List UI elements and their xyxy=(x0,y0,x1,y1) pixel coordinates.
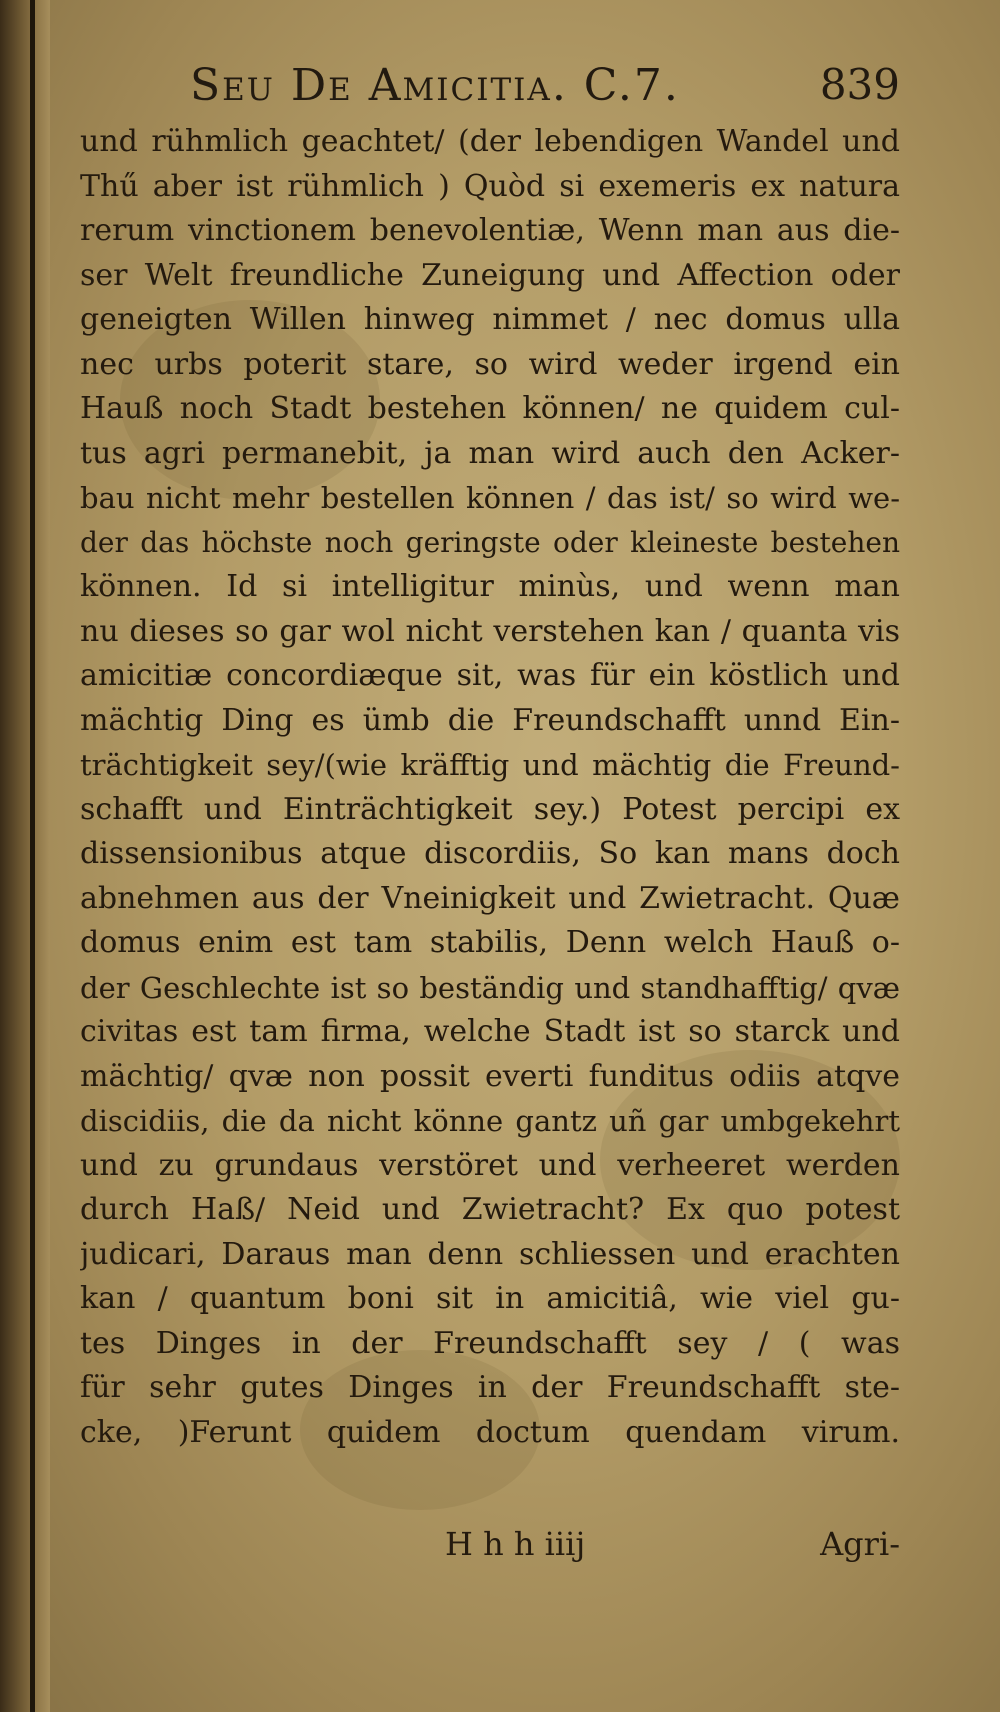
page-footer xyxy=(80,1525,900,1575)
text-line: domus enim est tam stabilis, Denn welch Hauß o- xyxy=(80,925,900,960)
text-line: und zu grundaus verstöret und verheeret werden xyxy=(80,1147,900,1183)
page-number: 839 xyxy=(819,60,900,109)
text-line: amicitiæ concordiæque sit, was für ein köstlich und xyxy=(80,658,900,693)
text-line: civitas est tam firma, welche Stadt ist so starck und xyxy=(80,1014,900,1049)
text-line: können. Id si intelligitur minùs, und wenn man xyxy=(80,569,900,604)
text-line: ser Welt freundliche Zuneigung und Affection oder xyxy=(80,257,900,293)
text-line: durch Haß/ Neid und Zwietracht? Ex quo potest xyxy=(80,1192,900,1227)
text-line: rerum vinctionem benevolentiæ, Wenn man aus die- xyxy=(80,213,900,248)
text-line: mächtig/ qvæ non possit everti funditus odiis atqve xyxy=(80,1058,900,1094)
text-line: judicari, Daraus man denn schliessen und erachten xyxy=(80,1236,900,1272)
page-header xyxy=(190,60,900,120)
text-line: schafft und Einträchtigkeit sey.) Potest percipi ex xyxy=(80,791,900,827)
text-line: mächtig Ding es ümb die Freundschafft unnd Ein- xyxy=(80,702,900,738)
text-line: kan / quantum boni sit in amicitiâ, wie viel gu- xyxy=(80,1281,900,1316)
text-line: trächtigkeit sey/(wie kräfftig und mächtig die Freund- xyxy=(80,748,900,782)
running-title: Seu De Amicitia. C.7. xyxy=(190,60,680,111)
text-line: Hauß noch Stadt bestehen können/ ne quidem cul- xyxy=(80,391,900,426)
text-line: nec urbs poterit stare, so wird weder irgend ein xyxy=(80,346,900,382)
gutter-line xyxy=(30,0,35,1712)
text-line: cke, )Ferunt quidem doctum quendam virum. xyxy=(80,1414,900,1450)
text-line: discidiis, die da nicht könne gantz uñ gar umbgekehrt xyxy=(80,1104,900,1138)
text-line: Thű aber ist rühmlich ) Quòd si exemeris ex natura xyxy=(80,168,900,204)
text-line: tus agri permanebit, ja man wird auch den Acker- xyxy=(80,435,900,471)
text-line: abnehmen aus der Vneinigkeit und Zwietracht. Quæ xyxy=(80,880,900,916)
text-line: und rühmlich geachtet/ (der lebendigen Wandel und xyxy=(80,124,900,159)
text-line: der Geschlechte ist so beständig und standhafftig/ qvæ xyxy=(80,970,900,1005)
catchword: Agri- xyxy=(820,1525,900,1563)
signature-mark: H h h iiij xyxy=(445,1525,586,1563)
text-line: bau nicht mehr bestellen können / das ist/ so wird we- xyxy=(80,481,900,515)
text-line: nu dieses so gar wol nicht verstehen kan / quanta vis xyxy=(80,613,900,649)
text-line: tes Dinges in der Freundschafft sey / ( was xyxy=(80,1325,900,1361)
text-line: dissensionibus atque discordiis, So kan mans doch xyxy=(80,836,900,871)
text-line: der das höchste noch geringste oder kleineste bestehen xyxy=(80,525,900,559)
body-text xyxy=(80,120,900,1500)
text-line: für sehr gutes Dinges in der Freundschafft ste- xyxy=(80,1370,900,1405)
text-line: geneigten Willen hinweg nimmet / nec domus ulla xyxy=(80,302,900,337)
binding-edge xyxy=(0,0,50,1712)
